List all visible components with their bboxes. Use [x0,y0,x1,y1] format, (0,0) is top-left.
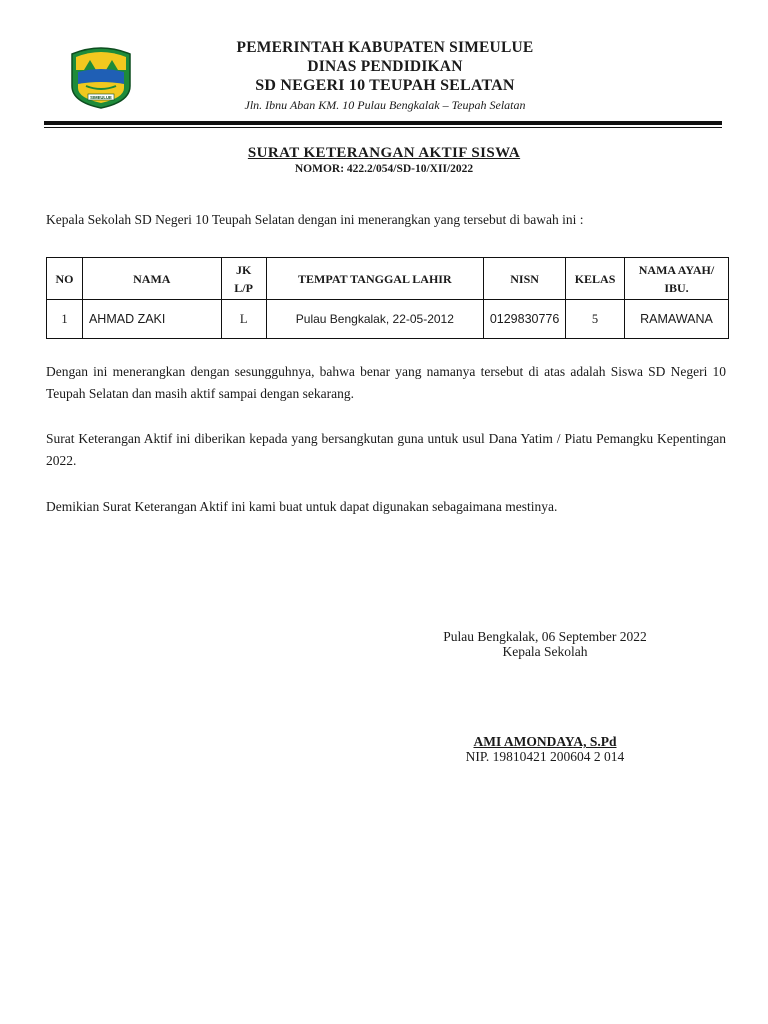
table-row [47,300,729,339]
header-no: NO [47,258,83,300]
purpose-paragraph: Surat Keterangan Aktif ini diberikan kepada yang bersangkutan guna untuk usul Dana Yatim / Piatu Pemangku Kepentingan 2022. [46,431,726,468]
logo-label: SIMEULUE [90,95,112,100]
header-nama: NAMA [82,258,221,300]
document-number: NOMOR: 422.2/054/SD-10/XII/2022 [294,163,474,175]
cell-kelas: 5 [566,300,625,339]
cell-no: 1 [47,300,83,339]
header-ortu [625,258,729,300]
government-name: PEMERINTAH KABUPATEN SIMEULUE [236,39,534,56]
statement-paragraph: Dengan ini menerangkan dengan sesungguhnya, bahwa benar yang namanya tersebut di atas adalah Siswa SD Negeri 10 Teupah Selatan dan masih aktif sampai dengan sekarang. [46,364,726,401]
header-nisn: NISN [484,258,566,300]
closing-paragraph: Demikian Surat Keterangan Aktif ini kami buat untuk dapat digunakan sebagaimana mestinya. [46,499,558,514]
letterhead [150,38,620,113]
header-ttl: TEMPAT TANGGAL LAHIR [266,258,484,300]
letterhead-divider-thin [44,127,722,128]
cell-nama: AHMAD ZAKI [82,300,221,339]
signer-name: AMI AMONDAYA, S.Pd [473,734,617,749]
header-jk-bottom: L/P [234,280,253,295]
header-kelas: KELAS [566,258,625,300]
cell-nisn: 0129830776 [484,300,566,339]
header-ortu-bottom: IBU. [664,280,689,295]
header-ortu-top: NAMA AYAH/ [638,262,715,277]
intro-paragraph: Kepala Sekolah SD Negeri 10 Teupah Selatan dengan ini menerangkan yang tersebut di bawah ini : [46,212,584,227]
document-title: SURAT KETERANGAN AKTIF SISWA [247,145,521,161]
table-header-row [47,258,729,300]
regency-logo [66,40,136,110]
place-date: Pulau Bengkalak, 06 September 2022 [443,629,647,644]
school-name: SD NEGERI 10 TEUPAH SELATAN [255,77,515,94]
header-jk-top: JK [235,262,252,277]
signer-nip: NIP. 19810421 200604 2 014 [465,749,625,764]
cell-ttl: Pulau Bengkalak, 22-05-2012 [266,300,484,339]
document-title-block [0,145,768,175]
cell-jk: L [221,300,266,339]
department-name: DINAS PENDIDIKAN [307,58,463,75]
student-table [46,257,729,339]
signer-position: Kepala Sekolah [502,644,588,659]
school-address: Jln. Ibnu Aban KM. 10 Pulau Bengkalak – Teupah Selatan [244,98,526,112]
cell-ortu: RAMAWANA [625,300,729,339]
header-jk [221,258,266,300]
letterhead-divider [44,121,722,125]
